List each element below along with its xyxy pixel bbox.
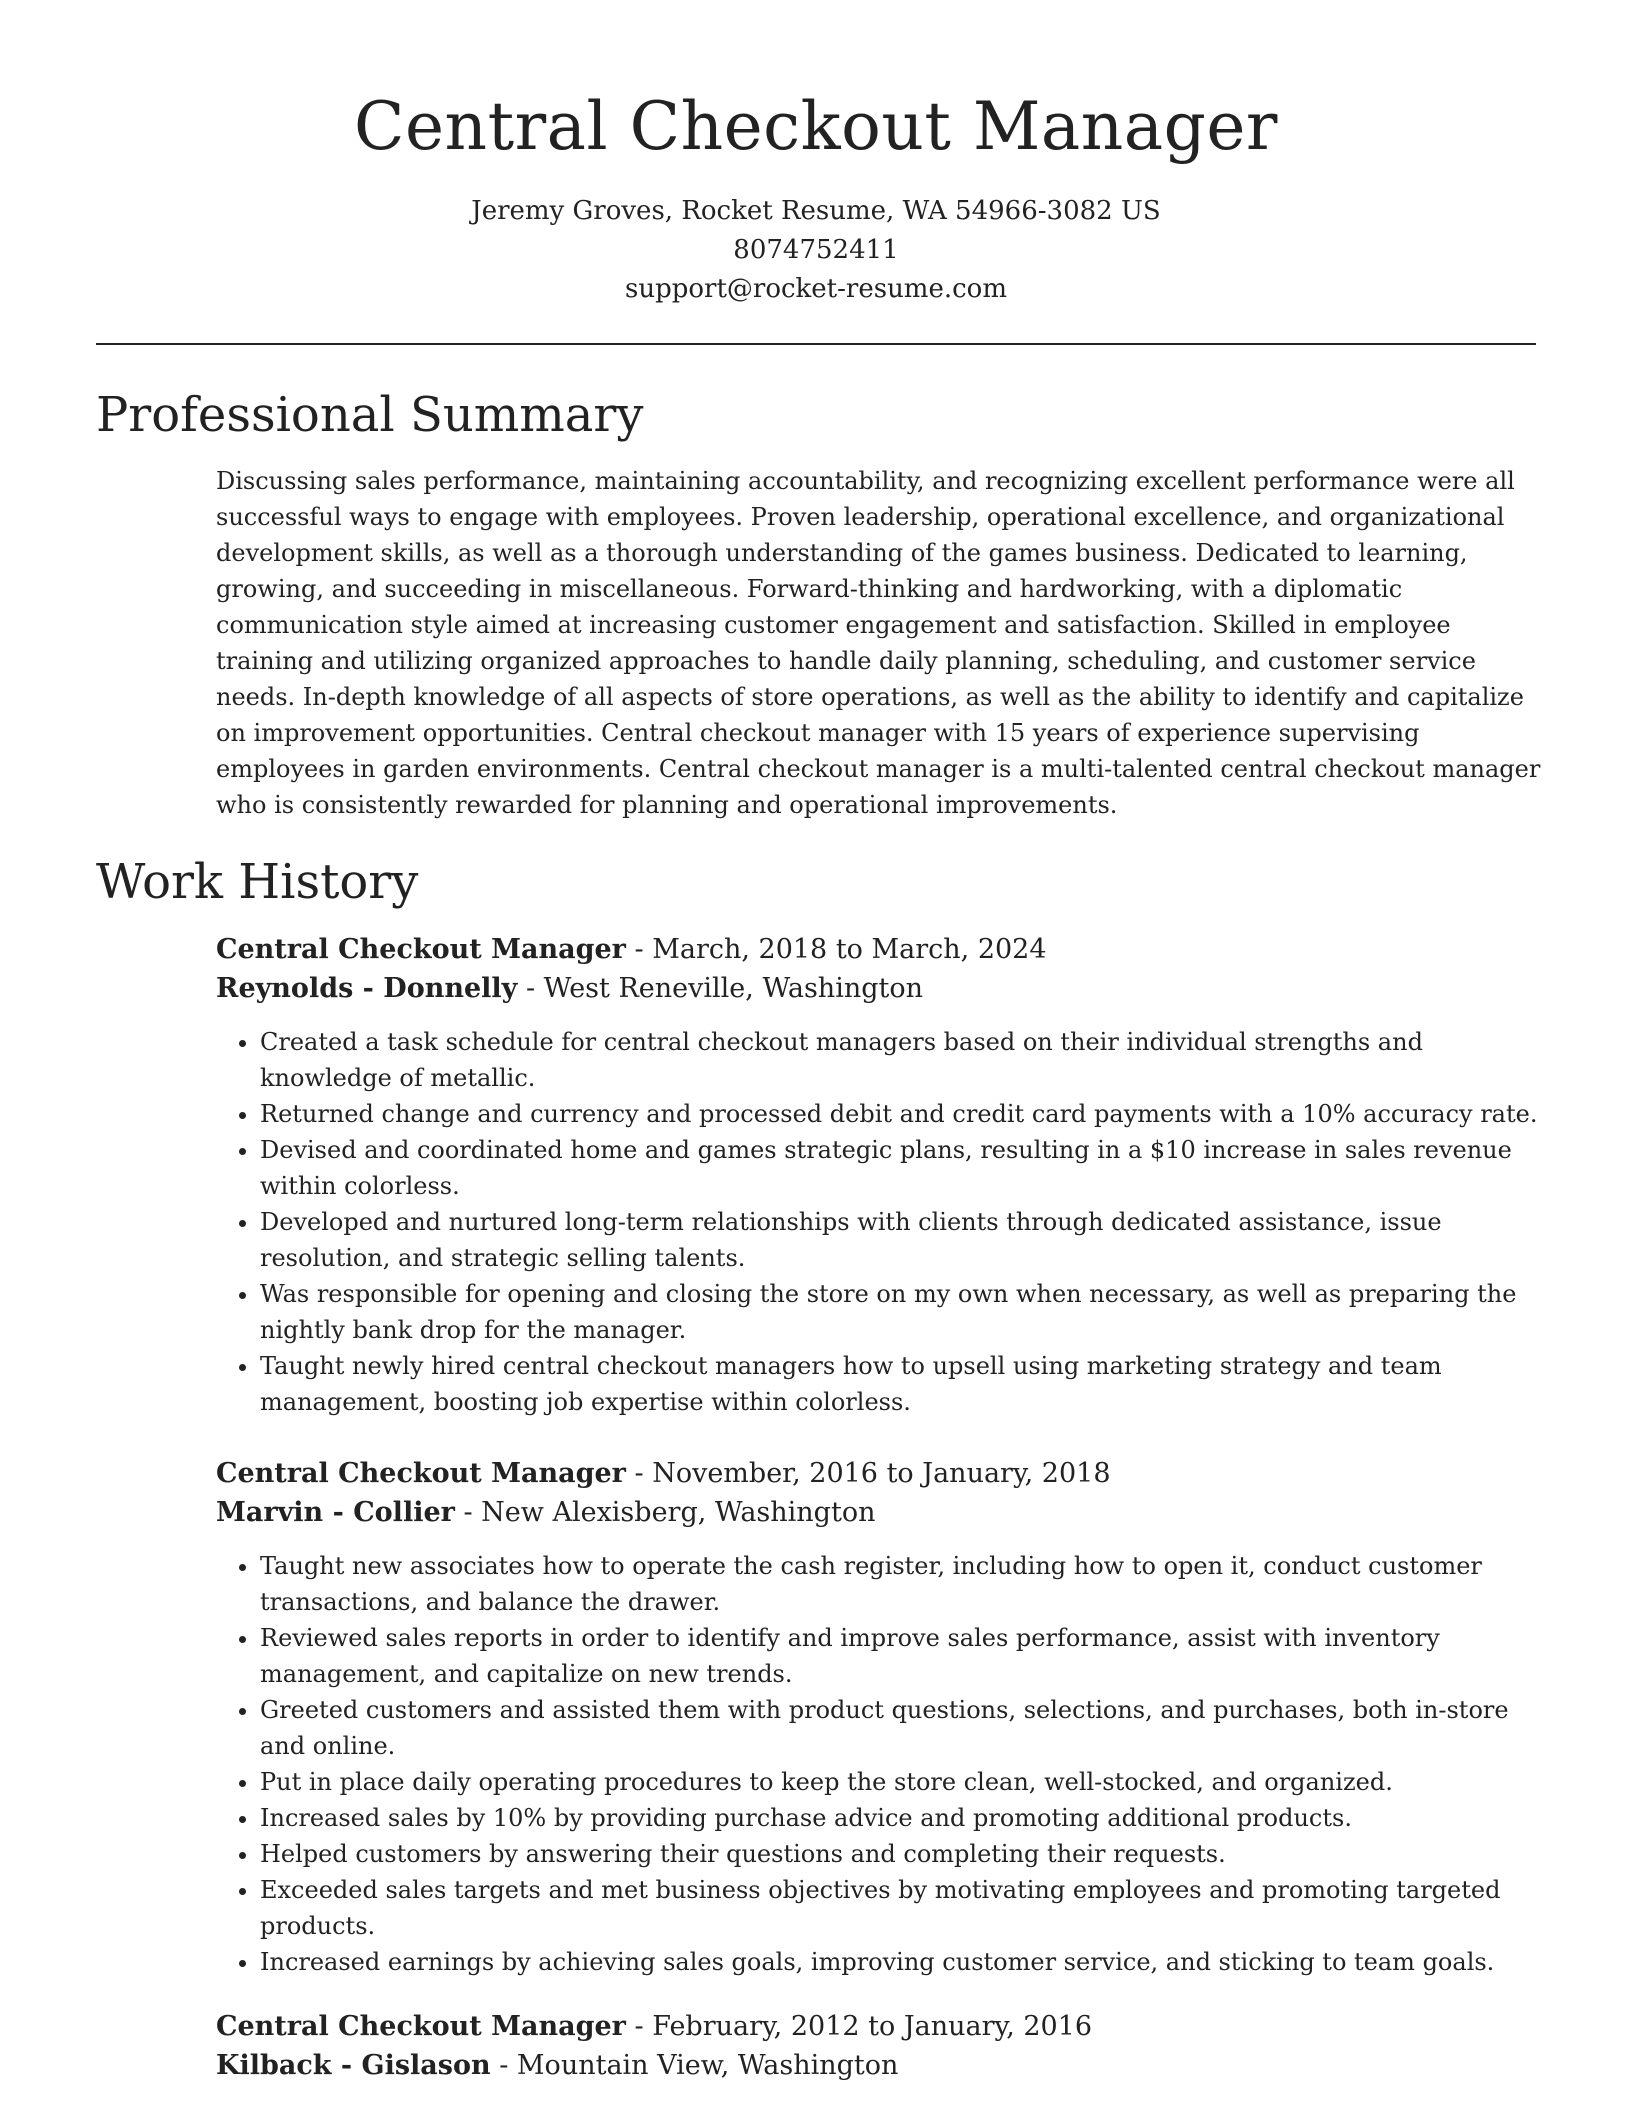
job-company: Kilback - Gislason — [216, 2050, 491, 2081]
job-entry — [216, 930, 1546, 1420]
job-entry — [216, 2007, 1546, 2085]
job-title: Central Checkout Manager — [216, 1458, 626, 1489]
job-title-line — [216, 1454, 1546, 1493]
job-bullet: • Taught new associates how to operate the cash register, including how to open it, conduct customer transactions, and balance the drawer. — [260, 1548, 1546, 1620]
job-title: Central Checkout Manager — [216, 934, 626, 965]
contact-block — [0, 192, 1632, 309]
job-bullet: • Taught newly hired central checkout managers how to upsell using marketing strategy and team management, boosting job expertise within colorless. — [260, 1348, 1546, 1420]
job-bullet: • Returned change and currency and processed debit and credit card payments with a 10% accuracy rate. — [260, 1096, 1546, 1132]
job-bullet: • Was responsible for opening and closing the store on my own when necessary, as well as preparing the nightly bank drop for the manager. — [260, 1276, 1546, 1348]
job-bullet-list — [216, 1024, 1546, 1420]
job-bullet: • Increased sales by 10% by providing purchase advice and promoting additional products. — [260, 1800, 1546, 1836]
job-dates: - March, 2018 to March, 2024 — [625, 934, 1047, 965]
job-company: Marvin - Collier — [216, 1497, 455, 1528]
job-bullet: • Helped customers by answering their questions and completing their requests. — [260, 1836, 1546, 1872]
section-heading-summary: Professional Summary — [96, 387, 644, 443]
job-bullet: • Created a task schedule for central checkout managers based on their individual strengths and knowledge of metallic. — [260, 1024, 1546, 1096]
job-bullet: • Greeted customers and assisted them with product questions, selections, and purchases, both in-store and online. — [260, 1692, 1546, 1764]
section-heading-work-history: Work History — [96, 854, 419, 910]
job-company: Reynolds - Donnelly — [216, 973, 518, 1004]
contact-phone: 8074752411 — [733, 235, 899, 265]
job-title-line — [216, 930, 1546, 969]
contact-address: Jeremy Groves, Rocket Resume, WA 54966-3082 US — [471, 196, 1161, 226]
job-bullet-list — [216, 1548, 1546, 1980]
job-entry — [216, 1454, 1546, 1980]
job-company-line — [216, 969, 1546, 1008]
job-bullet: • Developed and nurtured long-term relationships with clients through dedicated assistance, issue resolution, and strategic selling talents. — [260, 1204, 1546, 1276]
job-dates: - November, 2016 to January, 2018 — [625, 1458, 1111, 1489]
summary-text: Discussing sales performance, maintaining accountability, and recognizing excellent performance were all successful ways to engage with employees. Proven leadership, operational excellence, and organizational development skills, as well as a thorough understanding of the games business. Dedicated to learning, growing, and succeeding in miscellaneous. Forward-thinking and hardworking, with a diplomatic communication style aimed at increasing customer engagement and satisfaction. Skilled in employee training and utilizing organized approaches to handle daily planning, scheduling, and customer service needs. In-depth knowledge of all aspects of store operations, as well as the ability to identify and capitalize on improvement opportunities. Central checkout manager with 15 years of experience supervising employees in garden environments. Central checkout manager is a multi-talented central checkout manager who is consistently rewarded for planning and operational improvements. — [216, 467, 1541, 819]
job-dates: - February, 2012 to January, 2016 — [625, 2011, 1093, 2042]
job-bullet: • Devised and coordinated home and games strategic plans, resulting in a $10 increase in sales revenue within colorless. — [260, 1132, 1546, 1204]
job-bullet: • Exceeded sales targets and met business objectives by motivating employees and promoting targeted products. — [260, 1872, 1546, 1944]
job-company-line — [216, 1493, 1546, 1532]
job-bullet: • Increased earnings by achieving sales goals, improving customer service, and sticking to team goals. — [260, 1944, 1546, 1980]
job-location: - New Alexisberg, Washington — [454, 1497, 876, 1528]
job-title: Central Checkout Manager — [216, 2011, 626, 2042]
job-location: - Mountain View, Washington — [490, 2050, 899, 2081]
job-company-line — [216, 2046, 1546, 2085]
job-title-line — [216, 2007, 1546, 2046]
job-bullet: • Reviewed sales reports in order to identify and improve sales performance, assist with inventory management, and capitalize on new trends. — [260, 1620, 1546, 1692]
job-bullet: • Put in place daily operating procedures to keep the store clean, well-stocked, and organized. — [260, 1764, 1546, 1800]
header-divider — [96, 343, 1536, 345]
job-location: - West Reneville, Washington — [517, 973, 923, 1004]
resume-title: Central Checkout Manager — [354, 88, 1278, 165]
contact-email: support@rocket-resume.com — [624, 274, 1007, 304]
